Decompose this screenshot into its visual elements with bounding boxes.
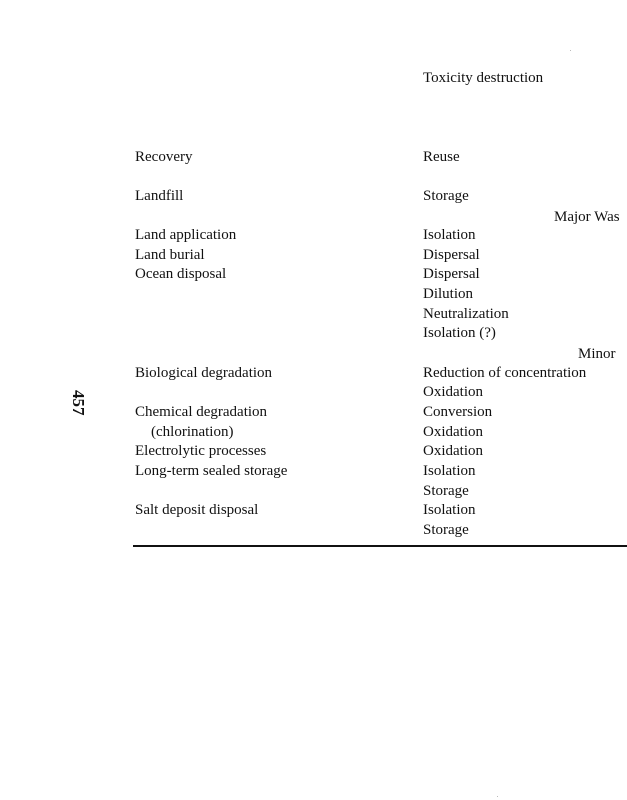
purpose-oxidation: Oxidation (423, 443, 483, 459)
purpose-reduction-of-concentration: Reduction of concentration (423, 365, 587, 381)
method-chlorination-note: (chlorination) (151, 424, 234, 440)
purpose-oxidation: Oxidation (423, 424, 483, 440)
method-long-term-sealed-storage: Long-term sealed storage (135, 463, 288, 479)
group-label-major: Major Was (554, 209, 620, 225)
purpose-isolation: Isolation (423, 227, 476, 243)
purpose-neutralization: Neutralization (423, 306, 509, 322)
group-label-minor: Minor (578, 346, 616, 362)
purpose-dilution: Dilution (423, 286, 474, 302)
scan-speck (570, 50, 571, 51)
method-land-burial: Land burial (135, 247, 205, 263)
purpose-dispersal: Dispersal (423, 266, 480, 282)
purpose-reuse: Reuse (423, 149, 460, 165)
purpose-isolation: Isolation (423, 463, 476, 479)
purpose-storage: Storage (423, 483, 469, 499)
method-biological-degradation: Biological degradation (135, 365, 273, 381)
method-land-application: Land application (135, 227, 237, 243)
purpose-isolation-uncertain: Isolation (?) (423, 325, 496, 341)
method-landfill: Landfill (135, 188, 184, 204)
method-recovery: Recovery (135, 149, 193, 165)
purpose-conversion: Conversion (423, 404, 493, 420)
table-bottom-rule (133, 545, 627, 547)
scan-speck (497, 796, 498, 797)
purpose-oxidation: Oxidation (423, 384, 483, 400)
page-number: 457 (69, 390, 88, 416)
purpose-isolation: Isolation (423, 502, 476, 518)
purpose-dispersal: Dispersal (423, 247, 480, 263)
method-salt-deposit-disposal: Salt deposit disposal (135, 502, 259, 518)
purpose-storage: Storage (423, 522, 469, 538)
method-chemical-degradation: Chemical degradation (135, 404, 268, 420)
column-heading-toxicity-destruction: Toxicity destruction (423, 70, 544, 86)
method-electrolytic-processes: Electrolytic processes (135, 443, 267, 459)
purpose-storage: Storage (423, 188, 469, 204)
method-ocean-disposal: Ocean disposal (135, 266, 227, 282)
